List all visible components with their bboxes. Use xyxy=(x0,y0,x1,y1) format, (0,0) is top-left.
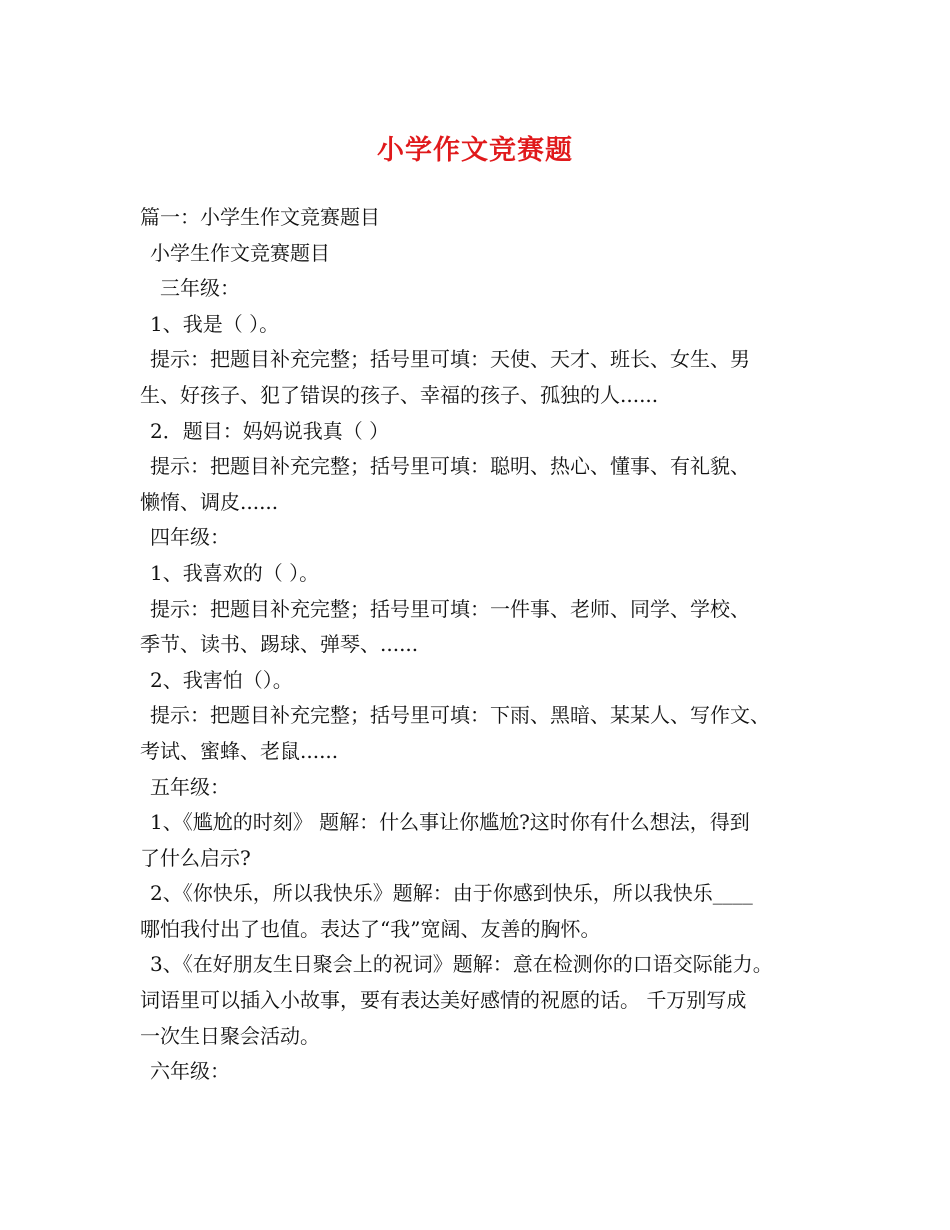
hint-line: 提示：把题目补充完整；括号里可填：天使、天才、班长、女生、男 xyxy=(150,347,750,372)
grade-heading: 五年级： xyxy=(150,774,230,799)
topic-line: 了什么启示? xyxy=(140,845,251,870)
grade-heading: 四年级： xyxy=(150,525,230,550)
topic-line: 一次生日聚会活动。 xyxy=(140,1023,320,1048)
document-title: 小学作文竞赛题 xyxy=(377,135,573,166)
topic-line: 3、《在好朋友生日聚会上的祝词》题解：意在检测你的口语交际能力。 xyxy=(150,952,773,977)
topic-line: 哪怕我付出了也值。表达了“我”宽阔、友善的胸怀。 xyxy=(140,916,601,941)
topic-line: 1、我是（ ）。 xyxy=(150,311,280,336)
topic-line: 2．题目：妈妈说我真（ ） xyxy=(150,418,390,443)
hint-line: 提示：把题目补充完整；括号里可填：一件事、老师、同学、学校、 xyxy=(150,596,750,621)
topic-line: 2、我害怕（）。 xyxy=(150,667,293,692)
topic-line: 词语里可以插入小故事，要有表达美好感情的祝愿的话。 千万别写成 xyxy=(140,988,747,1013)
grade-heading: 三年级： xyxy=(160,276,240,301)
document-body xyxy=(140,200,840,1090)
hint-line: 提示：把题目补充完整；括号里可填：聪明、热心、懂事、有礼貌、 xyxy=(150,454,750,479)
topic-line: 2、《你快乐，所以我快乐》题解：由于你感到快乐，所以我快乐____ xyxy=(150,881,753,906)
hint-line: 提示：把题目补充完整；括号里可填：下雨、黑暗、某某人、写作文、 xyxy=(150,703,770,728)
topic-line: 1、我喜欢的（ ）。 xyxy=(150,560,320,585)
subheading: 小学生作文竞赛题目 xyxy=(150,240,330,265)
grade-heading: 六年级： xyxy=(150,1059,230,1084)
hint-line: 懒惰、调皮...... xyxy=(140,489,279,514)
hint-line: 季节、读书、踢球、弹琴、...... xyxy=(140,632,419,657)
hint-line: 生、好孩子、犯了错误的孩子、幸福的孩子、孤独的人...... xyxy=(140,382,659,407)
hint-line: 考试、蜜蜂、老鼠...... xyxy=(140,738,339,763)
section-heading: 篇一：小学生作文竞赛题目 xyxy=(140,205,380,229)
topic-line: 1、《尴尬的时刻》 题解：什么事让你尴尬?这时你有什么想法，得到 xyxy=(150,810,750,835)
